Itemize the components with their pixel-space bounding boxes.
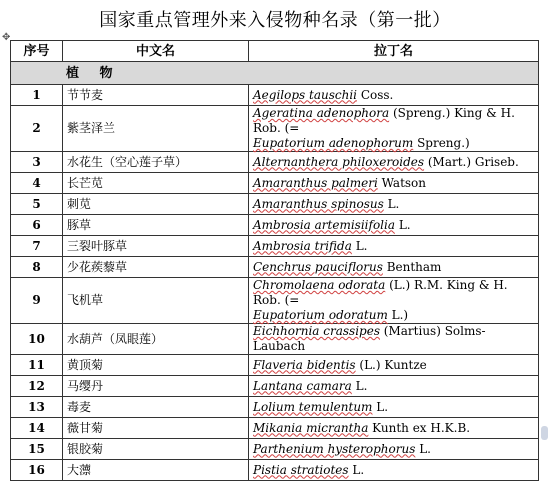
cell-chinese-name: 马缨丹 (63, 376, 249, 397)
table-row (11, 376, 539, 397)
latin-species: Ambrosia trifida (253, 238, 352, 253)
cell-number: 4 (11, 173, 63, 194)
cell-number: 12 (11, 376, 63, 397)
latin-authority: L. (351, 378, 368, 393)
cell-latin-name (249, 194, 539, 215)
cell-chinese-name: 银胶菊 (63, 439, 249, 460)
latin-authority: (L.) R.M. King & H. Rob. (= (253, 278, 508, 307)
cell-chinese-name: 薇甘菊 (63, 418, 249, 439)
table-row (11, 194, 539, 215)
table-row (11, 152, 539, 173)
cell-number: 10 (11, 324, 63, 355)
cell-latin-name (249, 106, 539, 152)
cell-latin-name (249, 173, 539, 194)
cell-latin-name (249, 257, 539, 278)
cell-chinese-name: 毒麦 (63, 397, 249, 418)
cell-number: 8 (11, 257, 63, 278)
latin-synonym-authority: L.) (387, 308, 409, 322)
cell-chinese-name: 少花蒺藜草 (63, 257, 249, 278)
latin-authority: Bentham (382, 259, 442, 274)
latin-authority: L. (415, 441, 431, 456)
species-table (10, 40, 539, 481)
cell-latin-name (249, 376, 539, 397)
cell-number: 9 (11, 278, 63, 324)
latin-authority: L. (383, 196, 400, 211)
table-move-handle-icon[interactable]: ✥ (2, 32, 11, 43)
latin-authority: (Mart.) Griseb. (424, 154, 519, 169)
latin-species: Cenchrus pauciflorus (253, 259, 383, 274)
cell-number: 5 (11, 194, 63, 215)
latin-authority: L. (372, 399, 389, 414)
scrollbar-thumb[interactable] (541, 426, 548, 440)
latin-synonym-species: Eupatorium odoratum (253, 308, 388, 322)
latin-authority: (Martius) Solms-Laubach (253, 324, 486, 353)
cell-latin-name (249, 439, 539, 460)
latin-species: Ambrosia artemisiifolia (253, 217, 396, 232)
latin-authority: (Spreng.) King & H. Rob. (= (253, 106, 515, 135)
latin-species: Aegilops tauschii (253, 87, 357, 102)
cell-chinese-name: 豚草 (63, 215, 249, 236)
cell-latin-name (249, 355, 539, 376)
table-row (11, 278, 539, 324)
latin-authority: L. (348, 462, 365, 477)
cell-chinese-name: 飞机草 (63, 278, 249, 324)
table-row (11, 355, 539, 376)
latin-authority: L. (351, 238, 368, 253)
section-label: 植 物 (11, 62, 539, 85)
latin-species: Alternanthera philoxeroides (253, 154, 425, 169)
table-row (11, 173, 539, 194)
cell-number: 2 (11, 106, 63, 152)
cell-chinese-name: 紫茎泽兰 (63, 106, 249, 152)
latin-species: Lolium temulentum (253, 399, 373, 414)
latin-synonym-authority: Spreng.) (413, 136, 470, 150)
cell-latin-name (249, 397, 539, 418)
cell-latin-name (249, 418, 539, 439)
table-row (11, 397, 539, 418)
cell-chinese-name: 水葫芦（凤眼莲） (63, 324, 249, 355)
cell-number: 14 (11, 418, 63, 439)
latin-species: Flaveria bidentis (253, 357, 356, 372)
cell-chinese-name: 黄顶菊 (63, 355, 249, 376)
cell-number: 16 (11, 460, 63, 481)
column-header-number: 序号 (11, 41, 63, 62)
cell-chinese-name: 长芒苋 (63, 173, 249, 194)
cell-chinese-name: 三裂叶豚草 (63, 236, 249, 257)
latin-authority: Coss. (357, 87, 394, 102)
cell-number: 13 (11, 397, 63, 418)
cell-latin-name (249, 460, 539, 481)
column-header-latin-name: 拉丁名 (249, 41, 539, 62)
latin-authority: L. (395, 217, 411, 232)
cell-number: 11 (11, 355, 63, 376)
table-row (11, 418, 539, 439)
latin-species: Amaranthus spinosus (253, 196, 384, 211)
cell-latin-name (249, 236, 539, 257)
cell-chinese-name: 刺苋 (63, 194, 249, 215)
cell-chinese-name: 大薸 (63, 460, 249, 481)
section-row-plants (11, 62, 539, 85)
table-header-row (11, 41, 539, 62)
cell-number: 1 (11, 85, 63, 106)
latin-synonym-species: Eupatorium adenophorum (253, 136, 414, 150)
latin-authority: (L.) Kuntze (355, 357, 427, 372)
latin-species: Lantana camara (253, 378, 352, 393)
cell-chinese-name: 节节麦 (63, 85, 249, 106)
cell-chinese-name: 水花生（空心莲子草） (63, 152, 249, 173)
column-header-chinese-name: 中文名 (63, 41, 249, 62)
latin-species: Chromolaena odorata (253, 278, 386, 292)
latin-authority: Kunth ex H.K.B. (368, 420, 471, 435)
table-row (11, 324, 539, 355)
cell-latin-name (249, 278, 539, 324)
latin-species: Ageratina adenophora (253, 106, 390, 120)
latin-species: Amaranthus palmeri (253, 175, 378, 190)
page-title: 国家重点管理外来入侵物种名录（第一批） (99, 10, 451, 31)
table-row (11, 257, 539, 278)
cell-latin-name (249, 324, 539, 355)
latin-species: Eichhornia crassipes (253, 324, 380, 338)
table-row (11, 106, 539, 152)
table-row (11, 439, 539, 460)
table-row (11, 460, 539, 481)
latin-species: Parthenium hysterophorus (253, 441, 416, 456)
cell-latin-name (249, 215, 539, 236)
latin-species: Pistia stratiotes (253, 462, 349, 477)
table-row (11, 215, 539, 236)
cell-number: 15 (11, 439, 63, 460)
cell-number: 3 (11, 152, 63, 173)
cell-number: 6 (11, 215, 63, 236)
table-row (11, 85, 539, 106)
latin-species: Mikania micrantha (253, 420, 369, 435)
cell-number: 7 (11, 236, 63, 257)
cell-latin-name (249, 152, 539, 173)
cell-latin-name (249, 85, 539, 106)
latin-authority: Watson (377, 175, 427, 190)
table-row (11, 236, 539, 257)
